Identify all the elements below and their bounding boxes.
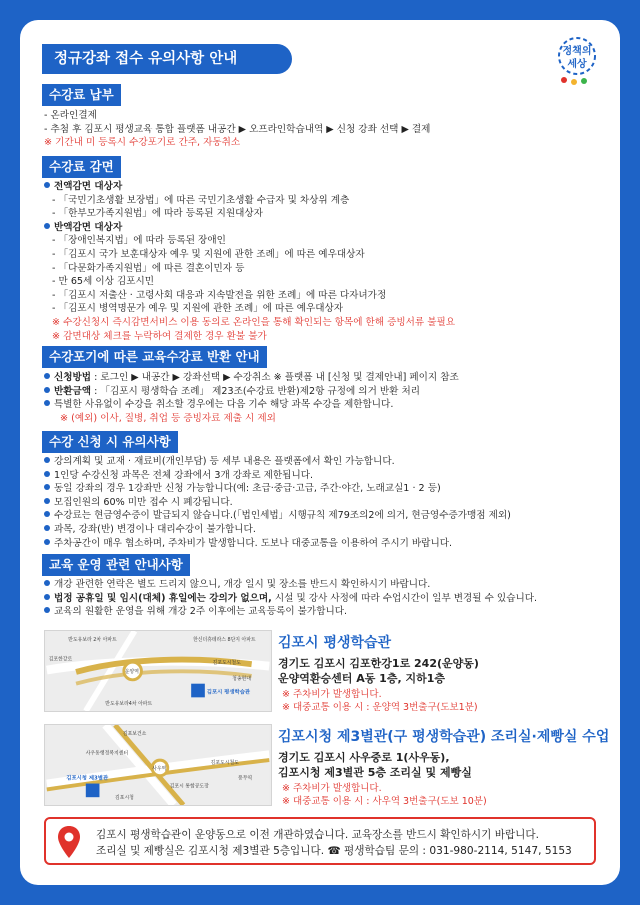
- operation-item: 시설 및 강사 사정에 따라 수업시간이 일부 변경될 수 있습니다.: [271, 592, 538, 604]
- notice-item: 동일 강좌의 경우 1강좌만 신청 가능합니다(예: 초급·중급·고급, 주간·야간, 노래교실1 · 2 등): [54, 483, 441, 495]
- map-label: 김포시청: [115, 795, 134, 802]
- location-address: [278, 656, 479, 686]
- bullet-icon: [44, 471, 50, 477]
- bullet-icon: [44, 594, 50, 600]
- notice-item: 과목, 강좌(반) 변경이나 대리수강이 불가합니다.: [54, 523, 256, 535]
- location-note: ※ 대중교통 이용 시 : 운양역 3번출구(도보1분): [282, 702, 478, 713]
- notice-item: 주차공간이 매우 협소하며, 주차비가 발생합니다. 도보나 대중교통을 이용하여 주시기 바랍니다.: [54, 537, 453, 549]
- location-address: [278, 750, 472, 780]
- bullet-icon: [44, 580, 50, 586]
- full-discount-title: 전액감면 대상자: [54, 181, 123, 192]
- fee-warning: ※ 기간내 미 등록시 수강포기로 간주, 자동취소: [44, 137, 241, 149]
- location-pin-icon: [56, 825, 82, 859]
- discount-line: - 「김포시 병역명문가 예우 및 지원에 관한 조례」에 따른 예우대상자: [52, 303, 344, 315]
- refund-text: : 「김포시 평생학습 조례」 제23조(수강료 반환)제2항 규정에 의거 반환 처리: [91, 385, 421, 397]
- footer-text: [96, 827, 572, 859]
- address-line: 김포시청 제3별관 5층 조리실 및 제빵실: [278, 766, 472, 779]
- section-heading-fee: 수강료 납부: [42, 84, 121, 106]
- discount-warning: ※ 감면대상 체크를 누락하여 결제한 경우 환불 불가: [52, 330, 267, 342]
- bullet-icon: [44, 400, 50, 406]
- map-label: 운양역: [124, 668, 139, 675]
- address-line: 경기도 김포시 김포한강1로 242(운양동): [278, 657, 479, 670]
- fee-line: - 추첨 후 김포시 평생교육 통합 플랫폼 내공간 ▶ 오프라인학습내역 ▶ 신청 강좌 선택 ▶ 결제: [44, 123, 431, 135]
- discount-line: - 「김포시 저출산 · 고령사회 대응과 지속발전을 위한 조례」에 따른 다자녀가정: [52, 289, 387, 301]
- notice-item: 1인당 수강신청 과목은 전체 강좌에서 3개 강좌로 제한됩니다.: [54, 469, 314, 481]
- bullet-icon: [44, 525, 50, 531]
- refund-text: : 로그인 ▶ 내공간 ▶ 강좌선택 ▶ 수강취소 ※ 플랫폼 내 [신청 및 결제안내] 페이지 참조: [91, 372, 459, 383]
- section-heading-discount: 수강료 감면: [42, 156, 121, 178]
- discount-line: - 만 65세 이상 김포시민: [52, 276, 155, 288]
- map-label: 반도유보라4차 아파트: [105, 701, 153, 708]
- address-line: 경기도 김포시 사우중로 1(사우동),: [278, 751, 450, 764]
- map-label: 김포한강로: [48, 656, 73, 663]
- map-learning-center: [44, 630, 272, 712]
- section-heading-notice: 수강 신청 시 유의사항: [42, 431, 178, 453]
- notice-item: 강의계획 및 교재 · 재료비(개인부담) 등 세부 내용은 플랫폼에서 확인 가능합니다.: [54, 456, 395, 467]
- operation-item-bold: 법정 공휴일 및 임시(대체) 휴일에는 강의가 없으며,: [54, 592, 272, 604]
- refund-label: 반환금액: [54, 385, 92, 397]
- discount-warning: ※ 수강신청시 즉시감면서비스 이용 동의로 온라인을 통해 확인되는 항목에 한해 증빙서류 불필요: [52, 316, 456, 328]
- map-label: 청송현대: [232, 675, 251, 682]
- location-note: ※ 주차비가 발생합니다.: [282, 783, 382, 794]
- map-label: 한신더휴테라스 8단지 아파트: [193, 636, 256, 643]
- page-title: 정규강좌 접수 유의사항 안내: [42, 44, 292, 74]
- location-notes: [282, 782, 487, 808]
- logo-icon: [554, 34, 600, 86]
- bullet-icon: [44, 387, 50, 393]
- map-label: 김포도시철도: [212, 660, 241, 667]
- half-discount-title: 반액감면 대상자: [54, 221, 123, 233]
- map-label: 김포시 통합공도장: [169, 783, 209, 790]
- discount-line: - 「장애인복지법」에 따라 등록된 장애인: [52, 235, 226, 247]
- map-label: 풍무역: [238, 775, 253, 782]
- bullet-icon: [44, 223, 50, 229]
- operation-content: [44, 578, 604, 619]
- notice-item: 수강료는 현금영수증이 발급되지 않습니다.(「법인세법」시행규칙 제79조의2에 의거, 현금영수증가맹점 제외): [54, 510, 511, 522]
- discount-line: - 「국민기초생활 보장법」에 따른 국민기초생활 수급자 및 차상위 계층: [52, 194, 350, 206]
- map-label: 사우역: [152, 765, 167, 772]
- map-label: 김포시 평생학습관: [206, 689, 251, 696]
- footer-line: 김포시 평생학습관이 운양동으로 이전 개관하였습니다. 교육장소를 반드시 확인하시기 바랍니다.: [96, 829, 540, 841]
- section-heading-operation: 교육 운영 관련 안내사항: [42, 554, 190, 576]
- svg-text:정책의: 정책의: [562, 46, 592, 57]
- map-label: 김포시청 제3별관: [66, 775, 109, 782]
- bullet-icon: [44, 457, 50, 463]
- location-note: ※ 대중교통 이용 시 : 사우역 3번출구(도보 10분): [282, 796, 487, 807]
- location-note: ※ 주차비가 발생합니다.: [282, 689, 382, 700]
- refund-label: 신청방법: [54, 372, 92, 383]
- refund-text: 특별한 사유없이 수강을 취소할 경우에는 다음 기수 해당 과목 수강을 제한합니다.: [54, 399, 394, 411]
- map-label: 김포도시철도: [210, 760, 239, 767]
- operation-item: 교육의 원활한 운영을 위해 개강 2주 이후에는 교육등록이 불가합니다.: [54, 606, 348, 618]
- bullet-icon: [44, 498, 50, 504]
- notice-page: [20, 20, 620, 885]
- section-heading-refund: 수강포기에 따른 교육수강료 반환 안내: [42, 346, 267, 368]
- discount-line: - 「한부모가족지원법」에 따라 등록된 지원대상자: [52, 208, 263, 220]
- discount-line: - 「다문화가족지원법」에 따른 결혼이민자 등: [52, 262, 245, 274]
- fee-content: [44, 109, 604, 150]
- discount-line: - 「김포시 국가 보훈대상자 예우 및 지원에 관한 조례」에 따른 예우대상자: [52, 248, 365, 260]
- map-city-hall-annex: [44, 724, 272, 806]
- discount-content: [44, 180, 604, 343]
- notice-content: [44, 455, 604, 550]
- location-name: 김포시청 제3별관(구 평생학습관) 조리실·제빵실 수업: [278, 729, 610, 745]
- bullet-icon: [44, 511, 50, 517]
- bullet-icon: [44, 484, 50, 490]
- map-label: 사우동행정복지센터: [85, 750, 129, 757]
- bullet-icon: [44, 373, 50, 379]
- svg-text:세상: 세상: [567, 59, 587, 70]
- location-notes: [282, 688, 478, 714]
- fee-line: - 온라인결제: [44, 110, 97, 121]
- footer-notice: [44, 817, 596, 865]
- operation-item: 개강 관련한 연락은 별도 드리지 않으니, 개강 일시 및 장소를 반드시 확인하시기 바랍니다.: [54, 579, 431, 590]
- notice-item: 모집인원의 60% 미만 접수 시 폐강됩니다.: [54, 496, 233, 508]
- map-label: 반도유보라 2차 아파트: [68, 636, 117, 643]
- footer-line: 조리실 및 제빵실은 김포시청 제3별관 5층입니다. ☎ 평생학습팀 문의 : 031-980-2114, 5147, 5153: [96, 845, 572, 857]
- bullet-icon: [44, 607, 50, 613]
- refund-content: [44, 371, 604, 425]
- refund-warning: ※ (예외) 이사, 질병, 취업 등 증빙자료 제출 시 제외: [60, 412, 276, 424]
- bullet-icon: [44, 539, 50, 545]
- bullet-icon: [44, 182, 50, 188]
- address-line: 운양역환승센터 A동 1층, 지하1층: [278, 672, 445, 685]
- map-label: 김포보건소: [122, 730, 147, 737]
- location-name: 김포시 평생학습관: [278, 635, 392, 651]
